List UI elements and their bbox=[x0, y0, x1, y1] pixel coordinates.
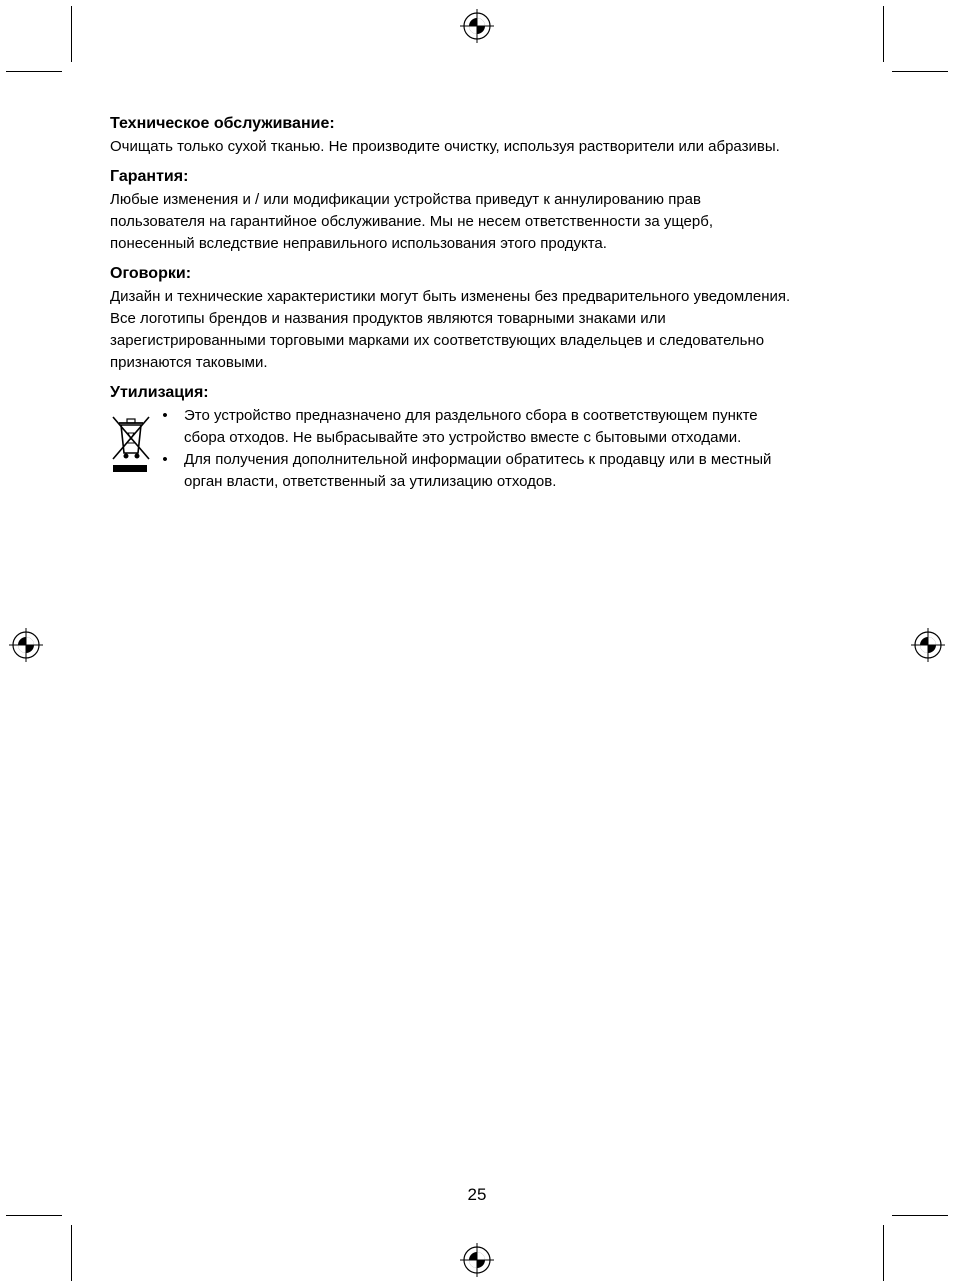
crop-mark bbox=[6, 1215, 62, 1216]
paragraph-line: орган власти, ответственный за утилизацию отходов. bbox=[184, 473, 557, 490]
registration-mark-icon bbox=[460, 9, 494, 43]
bullet-icon: • bbox=[162, 407, 168, 424]
paragraph-line: Для получения дополнительной информации обратитесь к продавцу или в местный bbox=[184, 451, 772, 468]
registration-mark-icon bbox=[911, 628, 945, 662]
crop-mark bbox=[6, 71, 62, 72]
paragraph-line: зарегистрированными торговыми марками их соответствующих владельцев и следовательно bbox=[110, 332, 765, 349]
paragraph-line: пользователя на гарантийное обслуживание. Мы не несем ответственности за ущерб, bbox=[110, 213, 714, 230]
warranty-section bbox=[110, 167, 870, 255]
crossed-out-wheelie-bin-icon bbox=[110, 411, 152, 473]
paragraph-line: Очищать только сухой тканью. Не производите очистку, используя растворители или абразивы. bbox=[110, 138, 780, 155]
registration-mark-icon bbox=[9, 628, 43, 662]
bullet-icon: • bbox=[162, 451, 168, 468]
page-number: 25 bbox=[467, 1185, 487, 1204]
crop-mark bbox=[71, 1225, 72, 1281]
paragraph-line: понесенный вследствие неправильного использования этого продукта. bbox=[110, 235, 607, 252]
crop-mark bbox=[883, 1225, 884, 1281]
disposal-section bbox=[110, 383, 870, 493]
crop-mark bbox=[883, 6, 884, 62]
section-heading: Утилизация: bbox=[110, 384, 209, 401]
section-heading: Оговорки: bbox=[110, 265, 192, 282]
disposal-body bbox=[110, 405, 870, 493]
paragraph-line: признаются таковыми. bbox=[110, 354, 268, 371]
crop-mark bbox=[892, 1215, 948, 1216]
paragraph-line: Все логотипы брендов и названия продуктов являются товарными знаками или bbox=[110, 310, 666, 327]
main-content bbox=[110, 114, 870, 493]
crop-mark bbox=[71, 6, 72, 62]
registration-mark-icon bbox=[460, 1243, 494, 1277]
maintenance-section bbox=[110, 114, 870, 158]
paragraph-line: сбора отходов. Не выбрасывайте это устройство вместе с бытовыми отходами. bbox=[184, 429, 742, 446]
paragraph-line: Любые изменения и / или модификации устройства приведут к аннулированию прав bbox=[110, 191, 701, 208]
list-item bbox=[158, 449, 870, 493]
disclaimer-section bbox=[110, 264, 870, 374]
section-heading: Гарантия: bbox=[110, 168, 189, 185]
list-item bbox=[158, 405, 870, 449]
crop-mark bbox=[892, 71, 948, 72]
section-heading: Техническое обслуживание: bbox=[110, 115, 335, 132]
disposal-list bbox=[110, 405, 870, 493]
paragraph-line: Дизайн и технические характеристики могут быть изменены без предварительного уведомления. bbox=[110, 288, 791, 305]
paragraph-line: Это устройство предназначено для раздельного сбора в соответствующем пункте bbox=[184, 407, 758, 424]
